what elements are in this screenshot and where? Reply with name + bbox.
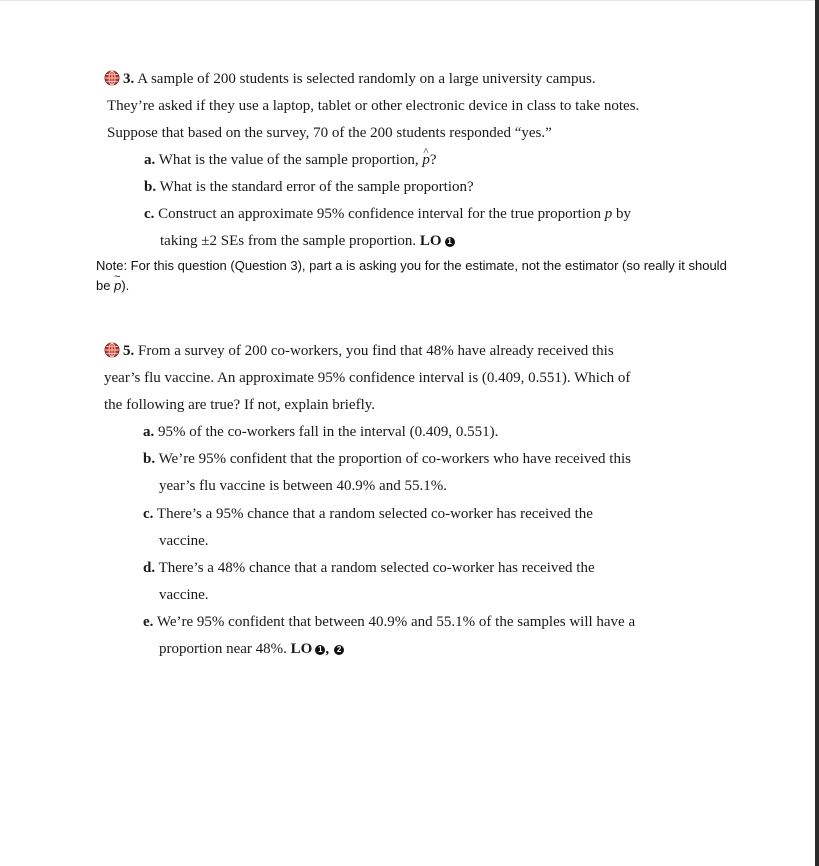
globe-icon — [104, 70, 120, 86]
p-tilde-symbol: ~ p — [114, 276, 121, 296]
q5-part-d-label: d. — [143, 560, 156, 576]
q5-part-a-text: 95% of the co-workers fall in the interval (0.409, 0.551). — [158, 424, 499, 440]
q3-part-b-label: b. — [144, 179, 157, 195]
q5-part-d-line2: vaccine. — [159, 587, 209, 603]
q3-part-b-text: What is the standard error of the sample proportion? — [159, 179, 474, 195]
q3-part-a — [144, 151, 437, 169]
q5-part-b-label: b. — [143, 451, 156, 467]
lo-1-badge: 1 — [315, 645, 325, 655]
q5-line2: year’s flu vaccine. An approximate 95% confidence interval is (0.409, 0.551). Which of — [104, 370, 631, 386]
q5-part-b — [143, 450, 631, 468]
note-paragraph — [96, 256, 736, 296]
q3-part-a-label: a. — [144, 152, 156, 168]
lo-separator: , — [325, 641, 330, 657]
q5-number: 5. — [123, 343, 135, 359]
q5-part-c-text: There’s a 95% chance that a random selected co-worker has received the — [156, 506, 593, 522]
page-right-edge — [815, 0, 819, 866]
q5-part-e-line2-text: proportion near 48%. — [159, 641, 287, 657]
q3-lo-label: LO — [419, 233, 442, 249]
q5-part-b-line2: year’s flu vaccine is between 40.9% and 55.1%. — [159, 478, 447, 494]
q5-part-d-text: There’s a 48% chance that a random selected co-worker has received the — [158, 560, 595, 576]
q3-part-b — [144, 178, 474, 196]
q3-number: 3. — [123, 71, 135, 87]
q3-part-c — [144, 205, 631, 223]
q3-line1 — [104, 70, 596, 88]
q5-line1 — [104, 342, 614, 360]
q5-part-a — [143, 423, 498, 441]
q5-part-e-line2 — [159, 640, 344, 658]
q5-part-d — [143, 559, 595, 577]
q3-part-a-text: What is the value of the sample proportion, — [158, 152, 419, 168]
q5-line1-text: From a survey of 200 co-workers, you find that 48% have already received this — [138, 343, 614, 359]
q3-part-c-label: c. — [144, 206, 155, 222]
page-top-border — [0, 0, 815, 1]
q5-part-c-label: c. — [143, 506, 154, 522]
q3-line2: They’re asked if they use a laptop, tablet or other electronic device in class to take notes. — [107, 98, 640, 114]
lo-2-badge: 2 — [334, 645, 344, 655]
q3-line3: Suppose that based on the survey, 70 of the 200 students responded “yes.” — [107, 125, 552, 141]
q5-line3: the following are true? If not, explain briefly. — [104, 397, 376, 413]
q5-part-a-label: a. — [143, 424, 155, 440]
note-text: Note: For this question (Question 3), part a is asking you for the estimate, not the estimator (so really it should be — [96, 258, 727, 293]
q3-part-a-end: ? — [429, 152, 437, 168]
q5-part-e-label: e. — [143, 614, 154, 630]
globe-icon — [104, 342, 120, 358]
q3-part-c-line2 — [160, 232, 455, 250]
q3-part-c-line2-text: taking ±2 SEs from the sample proportion. — [160, 233, 417, 249]
note-end: ). — [121, 278, 130, 293]
q3-part-c-var: p — [604, 206, 613, 222]
q5-part-c-line2: vaccine. — [159, 533, 209, 549]
q5-part-e-text: We’re 95% confident that between 40.9% and 55.1% of the samples will have a — [156, 614, 636, 630]
p-hat-symbol: ^ p — [422, 151, 430, 169]
q5-part-c — [143, 505, 593, 523]
q3-part-c-text-end: by — [615, 206, 631, 222]
q5-lo-label: LO — [290, 641, 313, 657]
q5-part-e — [143, 613, 635, 631]
q3-part-c-text: Construct an approximate 95% confidence interval for the true proportion — [158, 206, 601, 222]
lo-1-badge: 1 — [445, 237, 455, 247]
q3-line1-text: A sample of 200 students is selected randomly on a large university campus. — [137, 71, 596, 87]
q5-part-b-text: We’re 95% confident that the proportion of co-workers who have received this — [158, 451, 631, 467]
